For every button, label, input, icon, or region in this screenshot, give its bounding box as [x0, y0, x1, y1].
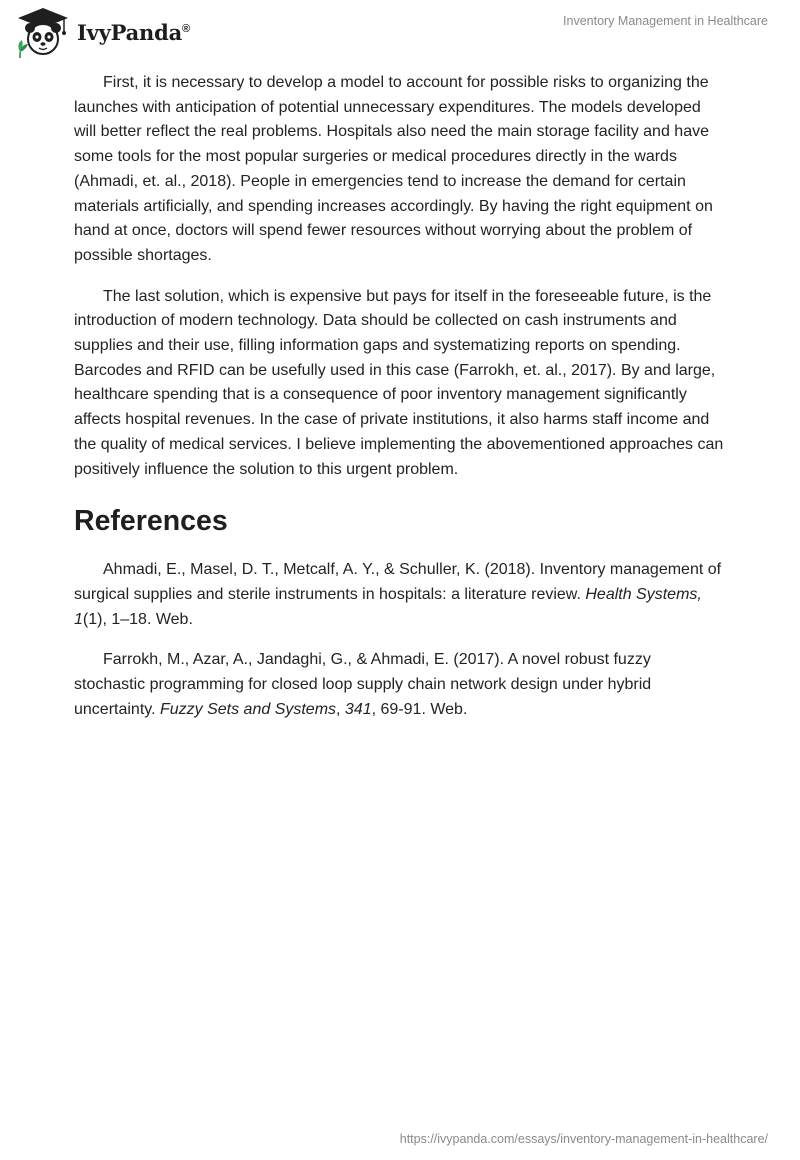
reference-entry: Farrokh, M., Azar, A., Jandaghi, G., & Ahmadi, E. (2017). A novel robust fuzzy stochastic programming for closed loop supply chain network design under hybrid uncertainty. Fuzzy Sets and Systems, 341, 69-91. Web.: [74, 651, 652, 718]
body-paragraph: The last solution, which is expensive but pays for itself in the foreseeable future, is the introduction of modern technology. Data should be collected on cash instruments and supplies and their use, filling information gaps and systematizing reports on spending. Barcodes and RFID can be usefully used in this case (Farrokh, et. al., 2017). By and large, healthcare spending that is a consequence of poor inventory management significantly affects hospital revenues. In the case of private institutions, it also harms staff income and the quality of medical services. I believe implementing the abovementioned approaches can positively influence the solution to this urgent problem.: [74, 287, 724, 478]
reference-journal: Health Systems, 1: [74, 585, 702, 628]
ivypanda-logo[interactable]: [14, 6, 190, 58]
reference-entry: Ahmadi, E., Masel, D. T., Metcalf, A. Y., & Schuller, K. (2018). Inventory management of surgical supplies and sterile instruments in hospitals: a literature review. Health Systems, 1(1), 1–18. Web.: [74, 561, 722, 628]
page-header: [0, 0, 800, 64]
reference-journal: Fuzzy Sets and Systems: [159, 700, 337, 718]
body-paragraph: First, it is necessary to develop a model to account for possible risks to organizing the launches with anticipation of potential unnecessary expenditures. The models developed will better reflect the real problems. Hospitals also need the main storage facility and have some tools for the most popular surgeries or medical procedures directly in the wards (Ahmadi, et. al., 2018). People in emergencies tend to increase the demand for certain materials artificially, and spending increases accordingly. By having the right equipment on hand at once, doctors will spend fewer resources without worrying about the problem of possible shortages.: [74, 74, 713, 264]
logo-wordmark: IvyPanda®: [77, 19, 190, 45]
references-heading: References: [74, 505, 228, 538]
essay-content: [74, 71, 724, 738]
panda-graduation-cap-logo-icon: [14, 6, 72, 58]
document-title: Inventory Management in Healthcare: [563, 14, 768, 28]
reference-volume: 341: [344, 700, 372, 718]
footer-url-link[interactable]: https://ivypanda.com/essays/inventory-management-in-healthcare/: [399, 1132, 768, 1146]
